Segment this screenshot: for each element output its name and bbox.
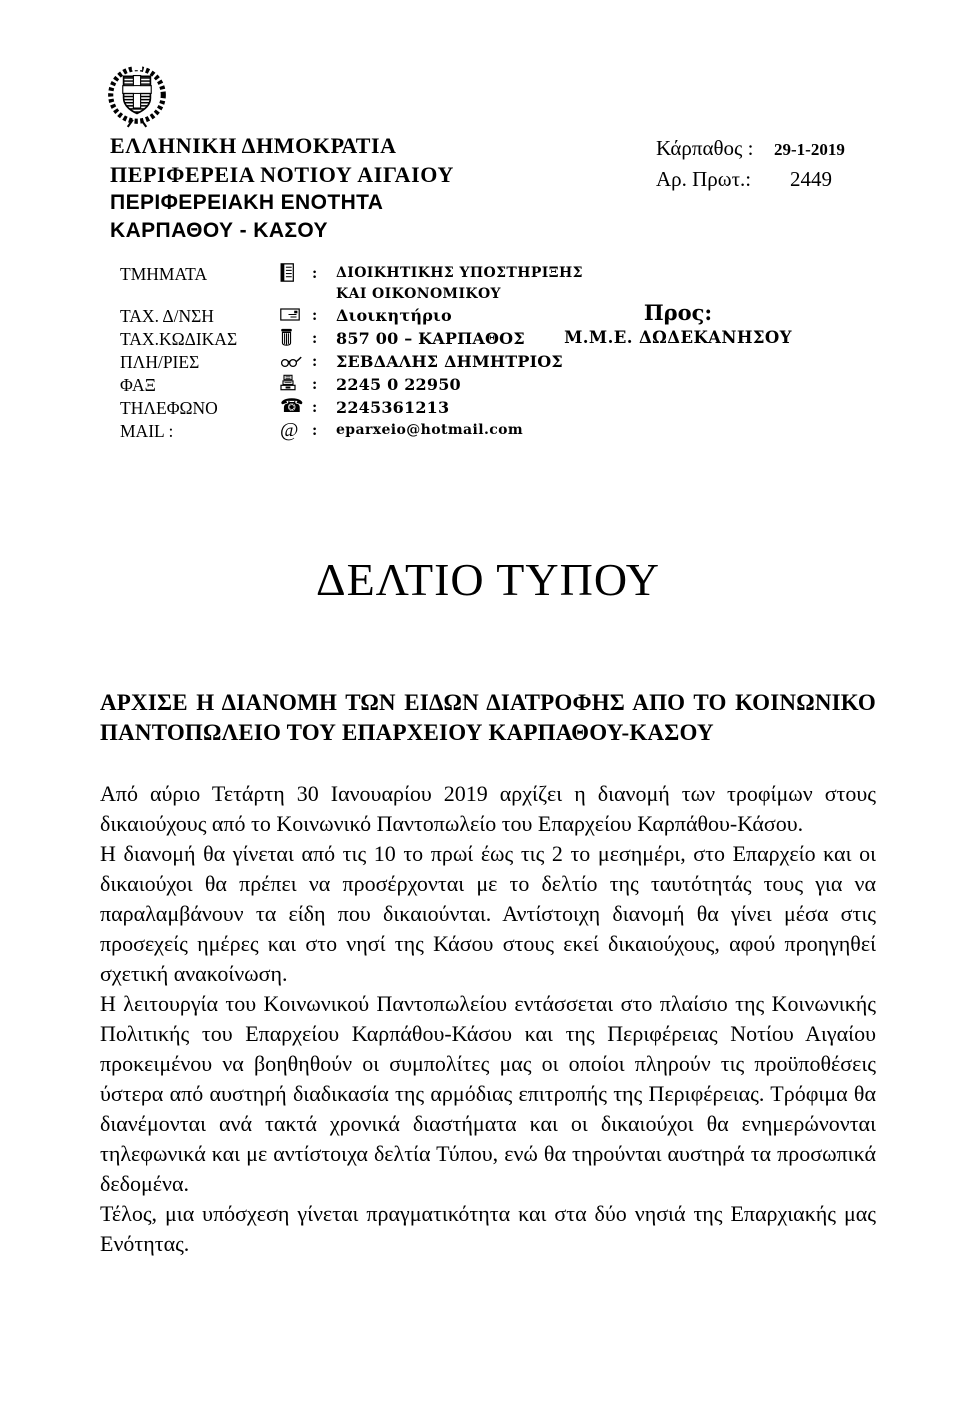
greek-coat-of-arms-icon bbox=[106, 64, 168, 130]
contact-label: ΤΗΛΕΦΩΝΟ bbox=[120, 398, 218, 418]
body-paragraph-4: Τέλος, μια υπόσχεση γίνεται πραγματικότητα και στα δύο νησιά της Επαρχιακής μας Ενότητας. bbox=[100, 1201, 876, 1256]
contact-separator: : bbox=[312, 307, 318, 324]
fax-icon bbox=[280, 374, 312, 394]
org-line-region: ΠΕΡΙΦΕΡΕΙΑ ΝΟΤΙΟΥ ΑΙΓΑΙΟΥ bbox=[110, 162, 454, 187]
contact-separator: : bbox=[312, 376, 318, 393]
org-line-republic: ΕΛΛΗΝΙΚΗ ΔΗΜΟΚΡΑΤΙΑ bbox=[110, 133, 397, 158]
contact-info-table bbox=[120, 263, 583, 443]
org-line-unit-name: ΚΑΡΠΑΘΟΥ - ΚΑΣΟΥ bbox=[110, 219, 328, 242]
contact-row-mail bbox=[120, 420, 583, 443]
date-row bbox=[656, 136, 845, 167]
place-label: Κάρπαθος : bbox=[656, 136, 754, 160]
contact-row-information bbox=[120, 351, 583, 374]
contact-value-line1: ΔΙΟΙΚΗΤΙΚΗΣ ΥΠΟΣΤΗΡΙΞΗΣ bbox=[336, 265, 583, 281]
contact-label: ΠΛΗ/ΡΙΕΣ bbox=[120, 352, 200, 372]
contact-label: ΦΑΞ bbox=[120, 375, 156, 395]
recipient-name: Μ.Μ.Ε. ΔΩΔΕΚΑΝΗΣΟΥ bbox=[564, 328, 792, 347]
contact-row-fax bbox=[120, 374, 583, 397]
press-release-title: ΔΕΛΤΙΟ ΤΥΠΟΥ bbox=[316, 554, 660, 605]
contact-row-telephone bbox=[120, 397, 583, 420]
body-paragraph-1: Από αύριο Τετάρτη 30 Ιανουαρίου 2019 αρχίζει η διανομή των τροφίμων στους δικαιούχους από το Κοινωνικό Παντοπωλείο του Επαρχείου Καρπάθου-Κάσου. bbox=[100, 781, 876, 836]
letterhead-org-block bbox=[110, 131, 454, 245]
contact-value: 857 00 – ΚΑΡΠΑΘΟΣ bbox=[336, 329, 525, 348]
at-sign-icon: @ bbox=[280, 419, 299, 441]
body-paragraph-3: Η λειτουργία του Κοινωνικού Παντοπωλείου εντάσσεται στο πλαίσιο της Κοινωνικής Πολιτικής του Επαρχείου Καρπάθου-Κάσου και της Περιφέρειας Νοτίου Αιγαίου προκειμένου να βοηθηθούν οι συμπολίτες μας οι οποίοι πληρούν τις προϋποθέσεις ύστερα από αυστηρή διαδικασία της αρμόδιας επιτροπής της Περιφέρειας. Τρόφιμα θα διανέμονται ανά τακτά χρονικά διαστήματα και οι δικαιούχοι θα ενημερώνονται τηλεφωνικά και με αντίστοιχα δελτία Τύπου, ενώ θα τηρούνται αυστηρά τα προσωπικά δεδομένα. bbox=[100, 991, 876, 1196]
contact-separator: : bbox=[312, 399, 318, 416]
contact-label: ΤΑΧ.ΚΩΔΙΚΑΣ bbox=[120, 329, 238, 349]
date-protocol-block bbox=[656, 136, 845, 198]
contact-label: ΤΑΧ. Δ/ΝΣΗ bbox=[120, 306, 214, 326]
contact-row-address bbox=[120, 305, 583, 328]
protocol-row bbox=[656, 167, 845, 198]
contact-value: Διοικητήριο bbox=[336, 306, 452, 325]
telephone-icon: ☎ bbox=[280, 395, 304, 417]
envelope-icon bbox=[280, 305, 312, 325]
article-body bbox=[100, 779, 876, 1259]
contact-value-line2: ΚΑΙ ΟΙΚΟΝΟΜΙΚΟΥ bbox=[336, 286, 501, 302]
org-line-unit: ΠΕΡΙΦΕΡΕΙΑΚΗ ΕΝΟΤΗΤΑ bbox=[110, 191, 384, 214]
contact-row-postal-code bbox=[120, 328, 583, 351]
contact-value bbox=[336, 263, 583, 305]
contact-label: ΤΜΗΜΑΤΑ bbox=[120, 264, 208, 284]
contact-value-email: eparxeio@hotmail.com bbox=[336, 422, 524, 438]
postbox-icon bbox=[280, 328, 312, 349]
document-icon bbox=[280, 263, 312, 285]
date-value: 29-1-2019 bbox=[774, 140, 845, 159]
contact-separator: : bbox=[312, 422, 318, 439]
eyeglasses-icon bbox=[280, 351, 312, 371]
contact-value: 2245 0 22950 bbox=[336, 375, 461, 394]
recipient-block bbox=[560, 299, 796, 349]
protocol-label: Αρ. Πρωτ.: bbox=[656, 167, 752, 191]
contact-row-departments bbox=[120, 263, 583, 305]
contact-separator: : bbox=[312, 353, 318, 370]
contact-separator: : bbox=[312, 330, 318, 347]
contact-separator: : bbox=[312, 265, 318, 282]
contact-value: ΣΕΒΔΑΛΗΣ ΔΗΜΗΤΡΙΟΣ bbox=[336, 352, 563, 371]
press-release-content bbox=[100, 556, 876, 1259]
contact-value: 2245361213 bbox=[336, 398, 450, 417]
body-paragraph-2: Η διανομή θα γίνεται από τις 10 το πρωί έως τις 2 το μεσημέρι, στο Επαρχείο και οι δικαιούχοι θα πρέπει να προσέρχονται με το δελτίο της ταυτότητάς τους για να παραλαμβάνουν τα είδη που δικαιούνται. Αντίστοιχη διανομή θα γίνει μέσα στις προσεχείς ημέρες και στο νησί της Κάσου στους εκεί δικαιούχους, αφού προηγηθεί σχετική ανακοίνωση. bbox=[100, 841, 876, 986]
contact-label: MAIL : bbox=[120, 421, 174, 441]
recipient-to-label: Προς: bbox=[643, 300, 713, 325]
protocol-number: 2449 bbox=[790, 167, 832, 191]
article-heading: ΑΡΧΙΣΕ Η ΔΙΑΝΟΜΗ ΤΩΝ ΕΙΔΩΝ ΔΙΑΤΡΟΦΗΣ ΑΠΟ ΤΟ ΚΟΙΝΩΝΙΚΟ ΠΑΝΤΟΠΩΛΕΙΟ ΤΟΥ ΕΠΑΡΧΕΙΟΥ ΚΑΡΠΑΘΟΥ-ΚΑΣΟΥ bbox=[100, 690, 876, 745]
